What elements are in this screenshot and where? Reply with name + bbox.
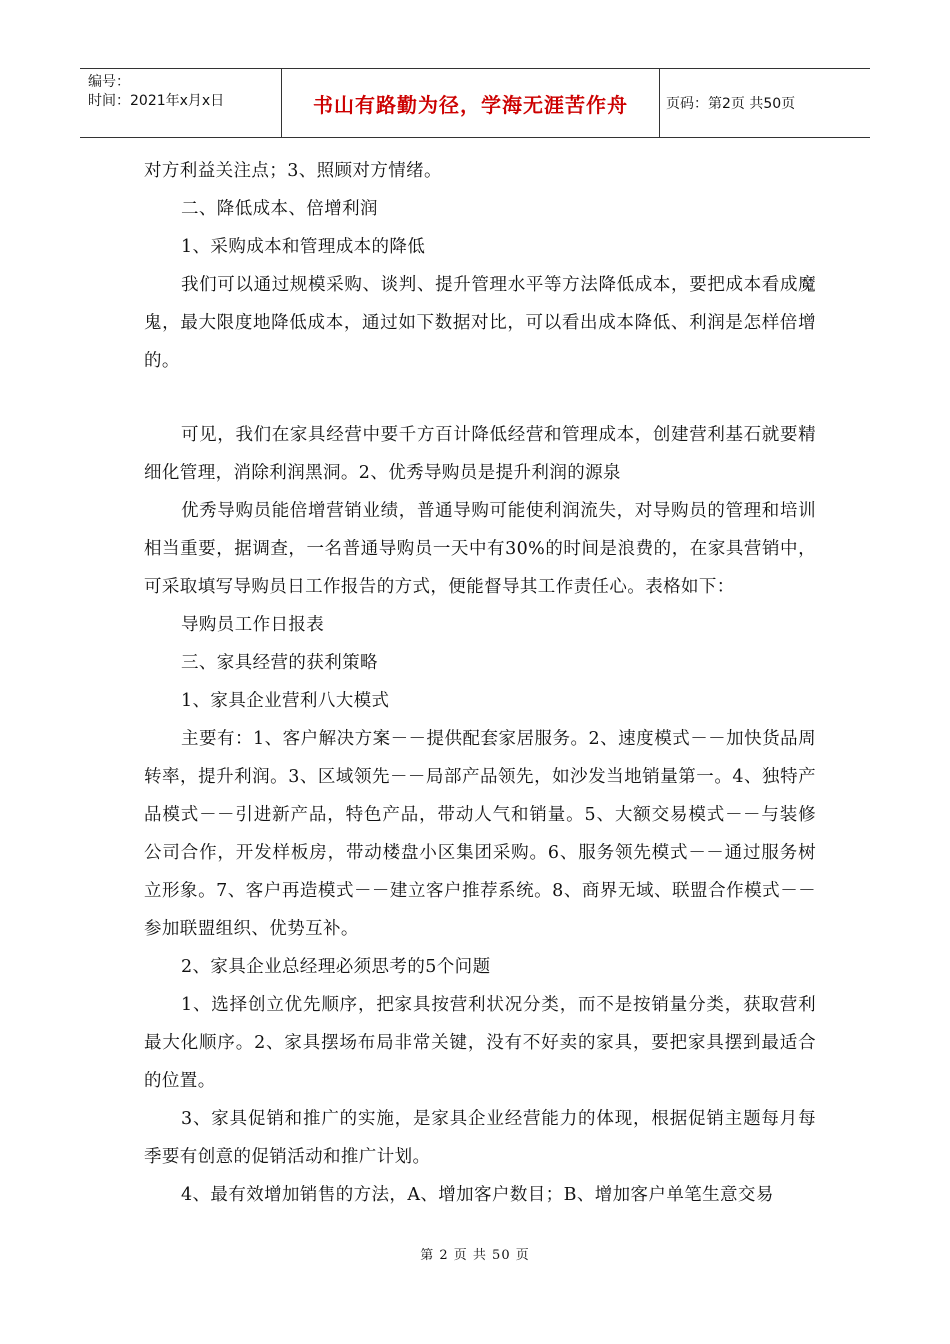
document-date-label: 时间：2021年x月x日 — [88, 93, 225, 109]
header-page-info: 页码：第2页 共50页 — [666, 96, 796, 112]
body-paragraph: 3、家具促销和推广的实施，是家具企业经营能力的体现，根据促销主题每月每季要有创意的促销活动和推广计划。 — [144, 1109, 816, 1167]
body-paragraph: 我们可以通过规模采购、谈判、提升管理水平等方法降低成本，要把成本看成魔鬼，最大限度地降低成本，通过如下数据对比，可以看出成本降低、利润是怎样倍增的。 — [144, 275, 816, 371]
subsection-heading: 1、采购成本和管理成本的降低 — [181, 237, 426, 257]
subsection-heading: 1、家具企业营利八大模式 — [181, 691, 390, 711]
section-heading: 三、家具经营的获利策略 — [181, 653, 378, 673]
body-paragraph: 主要有：1、客户解决方案－－提供配套家居服务。2、速度模式－－加快货品周转率，提升利润。3、区域领先－－局部产品领先，如沙发当地销量第一。4、独特产品模式－－引进新产品，特色产品，带动人气和销量。5、大额交易模式－－与装修公司合作，开发样板房，带动楼盘小区集团采购。6、服务领先模式－－通过服务树立形象。7、客户再造模式－－建立客户推荐系统。8、商界无域、联盟合作模式－－参加联盟组织、优势互补。 — [144, 729, 816, 939]
body-paragraph: 4、最有效增加销售的方法，A、增加客户数目；B、增加客户单笔生意交易 — [181, 1185, 774, 1205]
body-paragraph: 对方利益关注点；3、照顾对方情绪。 — [144, 161, 442, 181]
section-heading: 二、降低成本、倍增利润 — [181, 199, 378, 219]
body-paragraph: 优秀导购员能倍增营销业绩，普通导购可能使利润流失，对导购员的管理和培训相当重要，据调查，一名普通导购员一天中有30%的时间是浪费的，在家具营销中，可采取填写导购员日工作报告的方式，便能督导其工作责任心。表格如下： — [144, 501, 816, 597]
subsection-heading: 2、家具企业总经理必须思考的5个问题 — [181, 957, 491, 977]
body-paragraph: 可见，我们在家具经营中要千方百计降低经营和管理成本，创建营利基石就要精细化管理，消除利润黑洞。2、优秀导购员是提升利润的源泉 — [144, 425, 816, 483]
page-header — [80, 68, 870, 138]
blank-spacer — [144, 380, 816, 416]
header-motto: 书山有路勤为径，学海无涯苦作舟 — [282, 69, 660, 137]
document-body — [144, 152, 816, 1214]
document-number-label: 编号： — [88, 74, 130, 90]
header-meta-cell — [80, 69, 282, 137]
page-footer: 第 2 页 共 50 页 — [420, 1248, 530, 1263]
table-caption: 导购员工作日报表 — [181, 615, 325, 635]
body-paragraph: 1、选择创立优先顺序，把家具按营利状况分类，而不是按销量分类，获取营利最大化顺序。2、家具摆场布局非常关键，没有不好卖的家具，要把家具摆到最适合的位置。 — [144, 995, 816, 1091]
